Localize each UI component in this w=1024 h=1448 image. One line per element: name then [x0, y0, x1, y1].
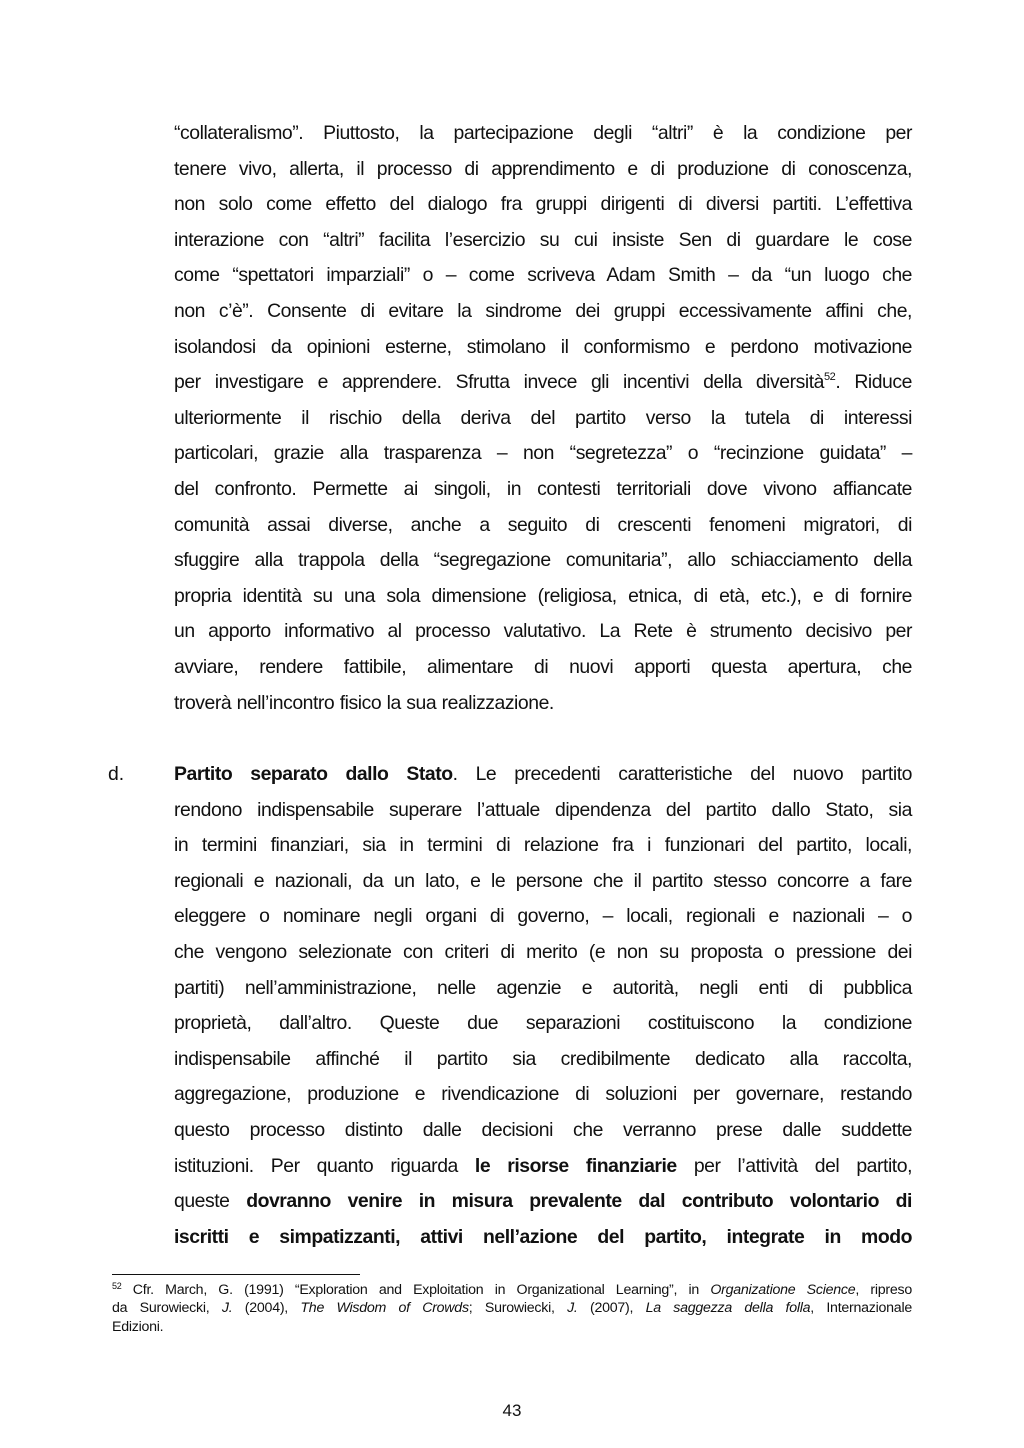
text-line: tenere vivo, allerta, il processo di apprendimento e di produzione di conoscenza,	[174, 157, 912, 180]
paragraph-partito-separato	[174, 757, 912, 1255]
text-line: come “spettatori imparziali” o – come scriveva Adam Smith – da “un luogo che	[174, 264, 912, 287]
section-heading: Partito separato dallo Stato	[174, 763, 453, 785]
page-number: 43	[502, 1401, 522, 1420]
text-line: non c’è”. Consente di evitare la sindrome dei gruppi eccessivamente affini che,	[174, 299, 912, 322]
list-marker-d: d.	[108, 763, 125, 785]
text-line	[174, 1220, 912, 1256]
bold-phrase: iscritti e simpatizzanti, attivi nell’azione del partito, integrate in modo	[174, 1225, 912, 1248]
text-line: rendono indispensabile superare l’attuale dipendenza del partito dallo Stato, sia	[174, 798, 912, 821]
footnote-52	[112, 1281, 912, 1336]
text-line: del confronto. Permette ai singoli, in contesti territoriali dove vivono affiancate	[174, 477, 912, 500]
footnote-separator	[112, 1274, 360, 1275]
text-line: indispensabile affinché il partito sia credibilmente dedicato alla raccolta,	[174, 1047, 912, 1070]
footnote-reference[interactable]: 52	[824, 371, 836, 384]
paragraph-collateralismo	[174, 116, 912, 721]
footnote-line: Edizioni.	[112, 1318, 164, 1335]
text-line: troverà nell’incontro fisico la sua realizzazione.	[174, 691, 554, 714]
text-line: “collateralismo”. Piuttosto, la partecipazione degli “altri” è la condizione per	[174, 122, 912, 144]
text-line: aggregazione, produzione e rivendicazione di soluzioni per governare, restando	[174, 1083, 912, 1106]
text-line: queste dovranno venire in misura prevalente dal contributo volontario di	[174, 1190, 912, 1213]
text-line: sfuggire alla trappola della “segregazione comunitaria”, allo schiacciamento della	[174, 549, 912, 572]
text-line: regionali e nazionali, da un lato, e le persone che il partito stesso concorre a fare	[174, 869, 912, 892]
text-line: per investigare e apprendere. Sfrutta invece gli incentivi della diversità$^{52}$. Riduce	[174, 371, 912, 394]
text-line: Partito separato dallo Stato. Le precedenti caratteristiche del nuovo partito	[174, 763, 912, 785]
text-line: eleggere o nominare negli organi di governo, – locali, regionali e nazionali – o	[174, 905, 912, 928]
text-line: isolandosi da opinioni esterne, stimolano il conformismo e perdono motivazione	[174, 335, 912, 358]
text-line: che vengono selezionate con criteri di merito (e non su proposta o pressione dei	[174, 940, 912, 963]
bold-phrase: le risorse finanziarie	[474, 1154, 677, 1177]
text-line: propria identità su una sola dimensione (religiosa, etnica, di età, etc.), e di fornire	[174, 584, 912, 607]
text-line: comunità assai diverse, anche a seguito di crescenti fenomeni migratori, di	[174, 513, 912, 536]
footnote-number: 52	[112, 1281, 122, 1291]
text-line: proprietà, dall’altro. Queste due separazioni costituiscono la condizione	[174, 1012, 912, 1035]
text-line: partiti) nell’amministrazione, nelle agenzie e autorità, negli enti di pubblica	[174, 976, 912, 999]
text-line: avviare, rendere fattibile, alimentare di nuovi apporti questa apertura, che	[174, 655, 912, 678]
text-line: questo processo distinto dalle decisioni che verranno prese dalle suddette	[174, 1118, 912, 1141]
text-line: in termini finanziari, sia in termini di relazione fra i funzionari del partito, locali,	[174, 834, 912, 857]
text-line: particolari, grazie alla trasparenza – non “segretezza” o “recinzione guidata” –	[174, 442, 912, 465]
text-line: ulteriormente il rischio della deriva del partito verso la tutela di interessi	[174, 406, 912, 429]
text-line: interazione con “altri” facilita l’esercizio su cui insiste Sen di guardare le cose	[174, 228, 912, 251]
text-line: un apporto informativo al processo valutativo. La Rete è strumento decisivo per	[174, 620, 912, 643]
text-line: istituzioni. Per quanto riguarda le risorse finanziarie per l’attività del partito,	[174, 1154, 913, 1177]
bold-phrase: dovranno venire in misura prevalente dal contributo volontario di	[246, 1190, 912, 1213]
footnote-line: da Surowiecki, J. (2004), The Wisdom of Crowds; Surowiecki, J. (2007), La saggezza della folla, Internazionale	[112, 1300, 912, 1317]
footnote-line: $^{52}$ Cfr. March, G. (1991) “Exploration and Exploitation in Organizational Learning”, in Organizatione Science, ripreso	[112, 1281, 913, 1298]
text-line: non solo come effetto del dialogo fra gruppi dirigenti di diversi partiti. L’effettiva	[174, 193, 912, 216]
